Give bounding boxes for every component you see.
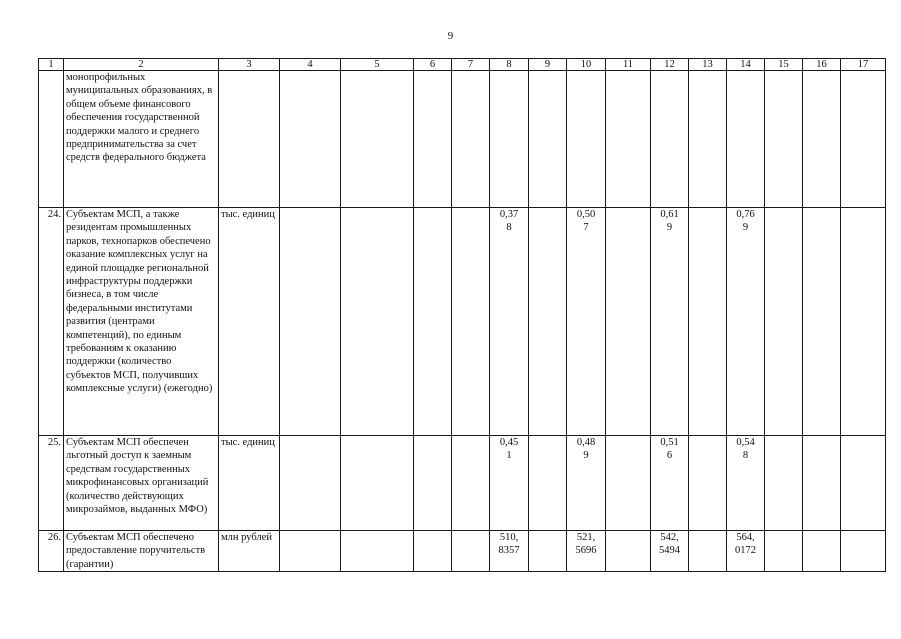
indicators-table	[38, 58, 886, 572]
value-cell-col10	[567, 436, 606, 531]
empty-cell	[452, 531, 490, 572]
empty-cell	[765, 71, 803, 208]
column-header: 9	[529, 59, 567, 71]
empty-cell	[414, 71, 452, 208]
empty-cell	[414, 436, 452, 531]
column-header: 12	[651, 59, 689, 71]
empty-cell	[341, 436, 414, 531]
empty-cell	[606, 208, 651, 436]
empty-cell	[689, 531, 727, 572]
empty-cell	[803, 71, 841, 208]
empty-cell	[452, 436, 490, 531]
empty-cell	[452, 208, 490, 436]
value-part: 8	[506, 222, 512, 234]
empty-cell	[529, 208, 567, 436]
column-header: 2	[64, 59, 219, 71]
value-part: 6	[666, 450, 673, 462]
value-part: 8357	[498, 545, 520, 557]
value-part: 521,	[576, 532, 596, 543]
column-header: 1	[39, 59, 64, 71]
empty-cell	[529, 71, 567, 208]
empty-cell	[280, 208, 341, 436]
empty-cell	[414, 208, 452, 436]
value-part: 0,76	[736, 209, 755, 220]
value-part: 0,50	[576, 209, 596, 220]
empty-cell	[803, 208, 841, 436]
value-cell-col10	[567, 531, 606, 572]
value-part: 8	[742, 450, 749, 462]
empty-cell	[841, 531, 886, 572]
value-cell-col8	[490, 71, 529, 208]
row-number	[39, 71, 64, 208]
table-row	[39, 436, 886, 531]
empty-cell	[841, 436, 886, 531]
empty-cell	[689, 71, 727, 208]
value-part: 0172	[735, 545, 756, 557]
table-row	[39, 531, 886, 572]
empty-cell	[414, 531, 452, 572]
column-header: 15	[765, 59, 803, 71]
unit-cell: млн рублей	[219, 531, 280, 572]
value-cell-col12	[651, 436, 689, 531]
unit-cell	[219, 71, 280, 208]
empty-cell	[529, 531, 567, 572]
value-part: 7	[583, 222, 589, 234]
indicator-description: Субъектам МСП, а также резидентам промышленных парков, технопарков обеспечено оказание комплексных услуг на единой площадке региональной инфраструктуры поддержки бизнеса, в том числе федеральными институтами развития (центрами компетенций), по единым требованиям к оказанию поддержки (количество субъектов МСП, получивших комплексные услуги) (ежегодно)	[64, 208, 219, 436]
row-number: 25.	[39, 436, 64, 531]
value-part: 0,51	[660, 437, 679, 448]
value-part: 1	[506, 450, 512, 462]
row-number: 24.	[39, 208, 64, 436]
empty-cell	[689, 208, 727, 436]
empty-cell	[341, 71, 414, 208]
value-cell-col8	[490, 531, 529, 572]
value-part: 0,61	[660, 209, 679, 220]
empty-cell	[606, 71, 651, 208]
column-header: 3	[219, 59, 280, 71]
column-header: 14	[727, 59, 765, 71]
value-part: 5696	[575, 545, 597, 557]
value-part: 9	[742, 222, 749, 234]
empty-cell	[280, 436, 341, 531]
empty-cell	[452, 71, 490, 208]
value-part: 510,	[499, 532, 519, 543]
empty-cell	[341, 208, 414, 436]
unit-cell: тыс. единиц	[219, 436, 280, 531]
empty-cell	[606, 436, 651, 531]
column-header: 5	[341, 59, 414, 71]
value-cell-col14	[727, 531, 765, 572]
empty-cell	[803, 436, 841, 531]
empty-cell	[803, 531, 841, 572]
empty-cell	[765, 208, 803, 436]
column-header: 13	[689, 59, 727, 71]
empty-cell	[341, 531, 414, 572]
value-part: 5494	[659, 545, 680, 557]
empty-cell	[765, 436, 803, 531]
value-part: 542,	[660, 532, 679, 543]
empty-cell	[841, 208, 886, 436]
table-row	[39, 208, 886, 436]
value-part: 9	[666, 222, 673, 234]
empty-cell	[280, 531, 341, 572]
value-cell-col8	[490, 208, 529, 436]
empty-cell	[765, 531, 803, 572]
indicator-description: монопрофильных муниципальных образованиях, в общем объеме финансового обеспечения государственной поддержки малого и среднего предпринимательства за счет средств федерального бюджета	[64, 71, 219, 208]
value-part: 9	[583, 450, 589, 462]
column-header: 10	[567, 59, 606, 71]
unit-cell: тыс. единиц	[219, 208, 280, 436]
column-header: 11	[606, 59, 651, 71]
value-cell-col12	[651, 531, 689, 572]
empty-cell	[280, 71, 341, 208]
value-cell-col12	[651, 71, 689, 208]
column-header: 4	[280, 59, 341, 71]
table-row	[39, 71, 886, 208]
column-header: 6	[414, 59, 452, 71]
value-part: 564,	[736, 532, 755, 543]
column-header: 8	[490, 59, 529, 71]
value-cell-col10	[567, 208, 606, 436]
value-cell-col14	[727, 436, 765, 531]
value-part: 0,37	[499, 209, 519, 220]
indicator-description: Субъектам МСП обеспечено предоставление поручительств (гарантии)	[64, 531, 219, 572]
value-cell-col12	[651, 208, 689, 436]
indicator-description: Субъектам МСП обеспечен льготный доступ к заемным средствам государственных микрофинансовых организаций (количество действующих микрозаймов, выданных МФО)	[64, 436, 219, 531]
column-header: 16	[803, 59, 841, 71]
column-number-row	[39, 59, 886, 71]
value-part: 0,54	[736, 437, 755, 448]
row-number: 26.	[39, 531, 64, 572]
column-header: 17	[841, 59, 886, 71]
value-cell-col8	[490, 436, 529, 531]
value-part: 0,48	[576, 437, 596, 448]
column-header: 7	[452, 59, 490, 71]
value-part: 0,45	[499, 437, 519, 448]
empty-cell	[689, 436, 727, 531]
empty-cell	[529, 436, 567, 531]
value-cell-col10	[567, 71, 606, 208]
empty-cell	[841, 71, 886, 208]
empty-cell	[606, 531, 651, 572]
page-number: 9	[447, 30, 454, 42]
value-cell-col14	[727, 71, 765, 208]
value-cell-col14	[727, 208, 765, 436]
